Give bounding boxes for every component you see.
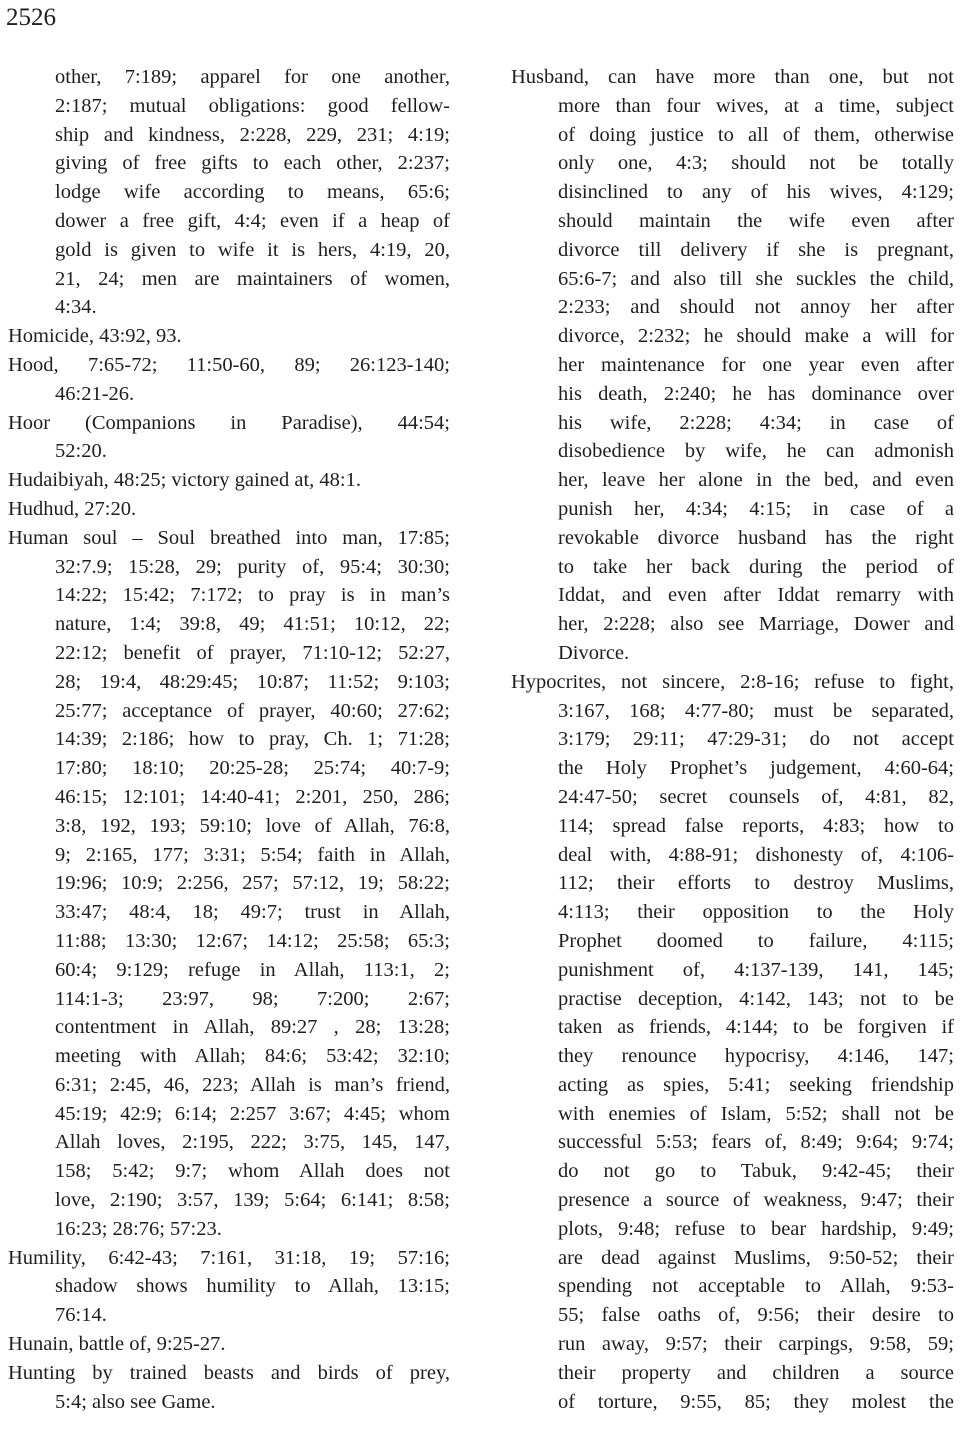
index-entry [8,322,450,351]
index-entry-heading-line: Hunting by trained beasts and birds of prey, [8,1361,450,1384]
index-entry-line: should maintain the wife even after [558,209,954,232]
index-entry-line: 16:23; 28:76; 57:23. [55,1217,222,1240]
index-entry-line: their property and children a source [558,1361,954,1384]
index-entry-line: 52:20. [55,440,107,463]
index-entry-heading-line: Humility, 6:42-43; 7:161, 31:18, 19; 57:16; [8,1246,450,1269]
index-entry-line: punish her, 4:34; 4:15; in case of a [558,497,954,520]
index-entry-line: taken as friends, 4:144; to be forgiven if [558,1016,954,1039]
index-entry-line: 6:31; 2:45, 46, 223; Allah is man’s friend, [55,1073,450,1096]
index-entry-line: 158; 5:42; 9:7; whom Allah does not [55,1160,450,1183]
index-entry-line: practise deception, 4:142, 143; not to be [558,987,954,1010]
index-entry-line: 45:19; 42:9; 6:14; 2:257 3:67; 4:45; whom [55,1102,450,1125]
index-entry-line: 32:7.9; 15:28, 29; purity of, 95:4; 30:30; [55,555,450,578]
index-entry-line: plots, 9:48; refuse to bear hardship, 9:49; [558,1217,954,1240]
index-entry-line: 76:14. [55,1304,107,1327]
index-entry-line: the Holy Prophet’s judgement, 4:60-64; [558,757,954,780]
index-entry-line: 14:22; 15:42; 7:172; to pray is in man’s [55,584,450,607]
index-entry-line: presence a source of weakness, 9:47; their [558,1189,954,1212]
index-entry [8,1244,450,1330]
index-entry-line: shadow shows humility to Allah, 13:15; [55,1275,450,1298]
index-entry-line: contentment in Allah, 89:27 , 28; 13:28; [55,1016,450,1039]
index-entry-line: run away, 9:57; their carpings, 9:58, 59; [558,1333,954,1356]
index-entry-line: meeting with Allah; 84:6; 53:42; 32:10; [55,1045,450,1068]
index-entry-line: 19:96; 10:9; 2:256, 257; 57:12, 19; 58:22; [55,872,450,895]
index-entry-line: of torture, 9:55, 85; they molest the [558,1390,954,1413]
index-entry-heading-line: Homicide, 43:92, 93. [8,325,182,348]
page-number: 2526 [6,4,56,31]
index-entry-line: gold is given to wife it is hers, 4:19, 20, [55,238,450,261]
index-entry-line: successful 5:53; fears of, 8:49; 9:64; 9:74; [558,1131,954,1154]
index-entry-line: her, 2:228; also see Marriage, Dower and [558,613,954,636]
index-entry-line: dower a free gift, 4:4; even if a heap of [55,209,450,232]
index-entry-line: 4:34. [55,296,97,319]
index-entry-line: only one, 4:3; should not be totally [558,152,954,175]
index-entry-line: love, 2:190; 3:57, 139; 5:64; 6:141; 8:58; [55,1189,450,1212]
index-entry-line: giving of free gifts to each other, 2:237; [55,152,450,175]
index-entry [8,1359,450,1417]
index-entry-line: 55; false oaths of, 9:56; their desire to [558,1304,954,1327]
index-entry-line: 33:47; 48:4, 18; 49:7; trust in Allah, [55,901,450,924]
index-entry [8,524,450,1244]
index-entry-line: 28; 19:4, 48:29:45; 10:87; 11:52; 9:103; [55,670,450,693]
index-entry-line: his death, 2:240; he has dominance over [558,382,954,405]
index-entry-line: 65:6-7; and also till she suckles the child, [558,267,954,290]
index-entry-heading-line: Hudhud, 27:20. [8,497,137,520]
index-entry-line: deal with, 4:88-91; dishonesty of, 4:106- [558,843,954,866]
index-column-right [511,63,954,1416]
index-entry-line: of doing justice to all of them, otherwise [558,123,954,146]
index-entry-line: other, 7:189; apparel for one another, [55,66,450,88]
index-entry-line: 9; 2:165, 177; 3:31; 5:54; faith in Allah, [55,843,450,866]
index-entry-line: Allah loves, 2:195, 222; 3:75, 145, 147, [55,1131,450,1154]
index-entry-line: 3:8, 192, 193; 59:10; love of Allah, 76:8, [55,814,450,837]
index-entry-heading-line: Hypocrites, not sincere, 2:8-16; refuse to fight, [511,670,954,693]
index-entry [8,1330,450,1359]
index-entry-heading-line: Hunain, battle of, 9:25-27. [8,1333,226,1356]
index-entry-line: 21, 24; men are maintainers of women, [55,267,450,290]
index-entry [511,668,954,1417]
index-entry-line: with enemies of Islam, 5:52; shall not be [558,1102,954,1125]
index-entry-line: her, leave her alone in the bed, and even [558,469,954,492]
index-entry-line: 46:15; 12:101; 14:40-41; 2:201, 250, 286; [55,785,450,808]
index-entry-line: 17:80; 18:10; 20:25-28; 25:74; 40:7-9; [55,757,450,780]
index-entry-line: her maintenance for one year even after [558,353,954,376]
index-entry-line: they renounce hypocrisy, 4:146, 147; [558,1045,954,1068]
index-entry-heading-line: Husband, can have more than one, but not [511,66,954,88]
index-entry-line: 114; spread false reports, 4:83; how to [558,814,954,837]
index-entry [8,495,450,524]
index-entry-heading-line: Hudaibiyah, 48:25; victory gained at, 48:1. [8,469,361,492]
index-entry-line: 60:4; 9:129; refuge in Allah, 113:1, 2; [55,958,450,981]
index-entry [8,466,450,495]
index-entry-line: spending not acceptable to Allah, 9:53- [558,1275,954,1298]
index-entry-line: his wife, 2:228; 4:34; in case of [558,411,954,434]
index-entry-line: punishment of, 4:137-139, 141, 145; [558,958,954,981]
index-entry-line: disinclined to any of his wives, 4:129; [558,181,954,204]
index-column-left [8,63,450,1416]
index-entry-line: acting as spies, 5:41; seeking friendship [558,1073,954,1096]
index-entry [8,351,450,409]
index-entry-line: 22:12; benefit of prayer, 71:10-12; 52:27, [55,641,450,664]
index-entry-heading-line: Hood, 7:65-72; 11:50-60, 89; 26:123-140; [8,353,450,376]
index-entry-line: more than four wives, at a time, subject [558,94,954,117]
index-entry-line: 2:187; mutual obligations: good fellow- [55,94,450,117]
index-entry-line: revokable divorce husband has the right [558,526,954,549]
index-entry-line: Iddat, and even after Iddat remarry with [558,584,954,607]
index-entry-line: nature, 1:4; 39:8, 49; 41:51; 10:12, 22; [55,613,450,636]
index-entry-line: 114:1-3; 23:97, 98; 7:200; 2:67; [55,987,450,1010]
index-entry-line: disobedience by wife, he can admonish [558,440,954,463]
index-entry-line: divorce till delivery if she is pregnant, [558,238,954,261]
index-entry [8,63,450,322]
index-entry-line: do not go to Tabuk, 9:42-45; their [558,1160,954,1183]
index-entry [511,63,954,668]
index-entry-line: 25:77; acceptance of prayer, 40:60; 27:62; [55,699,450,722]
index-entry-line: 3:179; 29:11; 47:29-31; do not accept [558,728,954,751]
index-entry-line: 11:88; 13:30; 12:67; 14:12; 25:58; 65:3; [55,929,450,952]
index-entry-line: 2:233; and should not annoy her after [558,296,954,319]
index-entry-line: Prophet doomed to failure, 4:115; [558,929,954,952]
index-entry-line: 14:39; 2:186; how to pray, Ch. 1; 71:28; [55,728,450,751]
index-entry-heading-line: Hoor (Companions in Paradise), 44:54; [8,411,450,434]
index-entry-heading-line: Human soul – Soul breathed into man, 17:85; [8,526,450,549]
index-entry-line: Divorce. [558,641,630,664]
index-entry-line: 4:113; their opposition to the Holy [558,901,954,924]
index-entry-line: divorce, 2:232; he should make a will for [558,325,954,348]
index-entry-line: 5:4; also see Game. [55,1390,216,1413]
index-entry-line: 3:167, 168; 4:77-80; must be separated, [558,699,954,722]
index-entry [8,409,450,467]
index-entry-line: are dead against Muslims, 9:50-52; their [558,1246,954,1269]
index-entry-line: 112; their efforts to destroy Muslims, [558,872,954,895]
index-entry-line: ship and kindness, 2:228, 229, 231; 4:19; [55,123,450,146]
index-entry-line: lodge wife according to means, 65:6; [55,181,450,204]
index-entry-line: 46:21-26. [55,382,135,405]
index-entry-line: to take her back during the period of [558,555,954,578]
index-entry-line: 24:47-50; secret counsels of, 4:81, 82, [558,785,954,808]
